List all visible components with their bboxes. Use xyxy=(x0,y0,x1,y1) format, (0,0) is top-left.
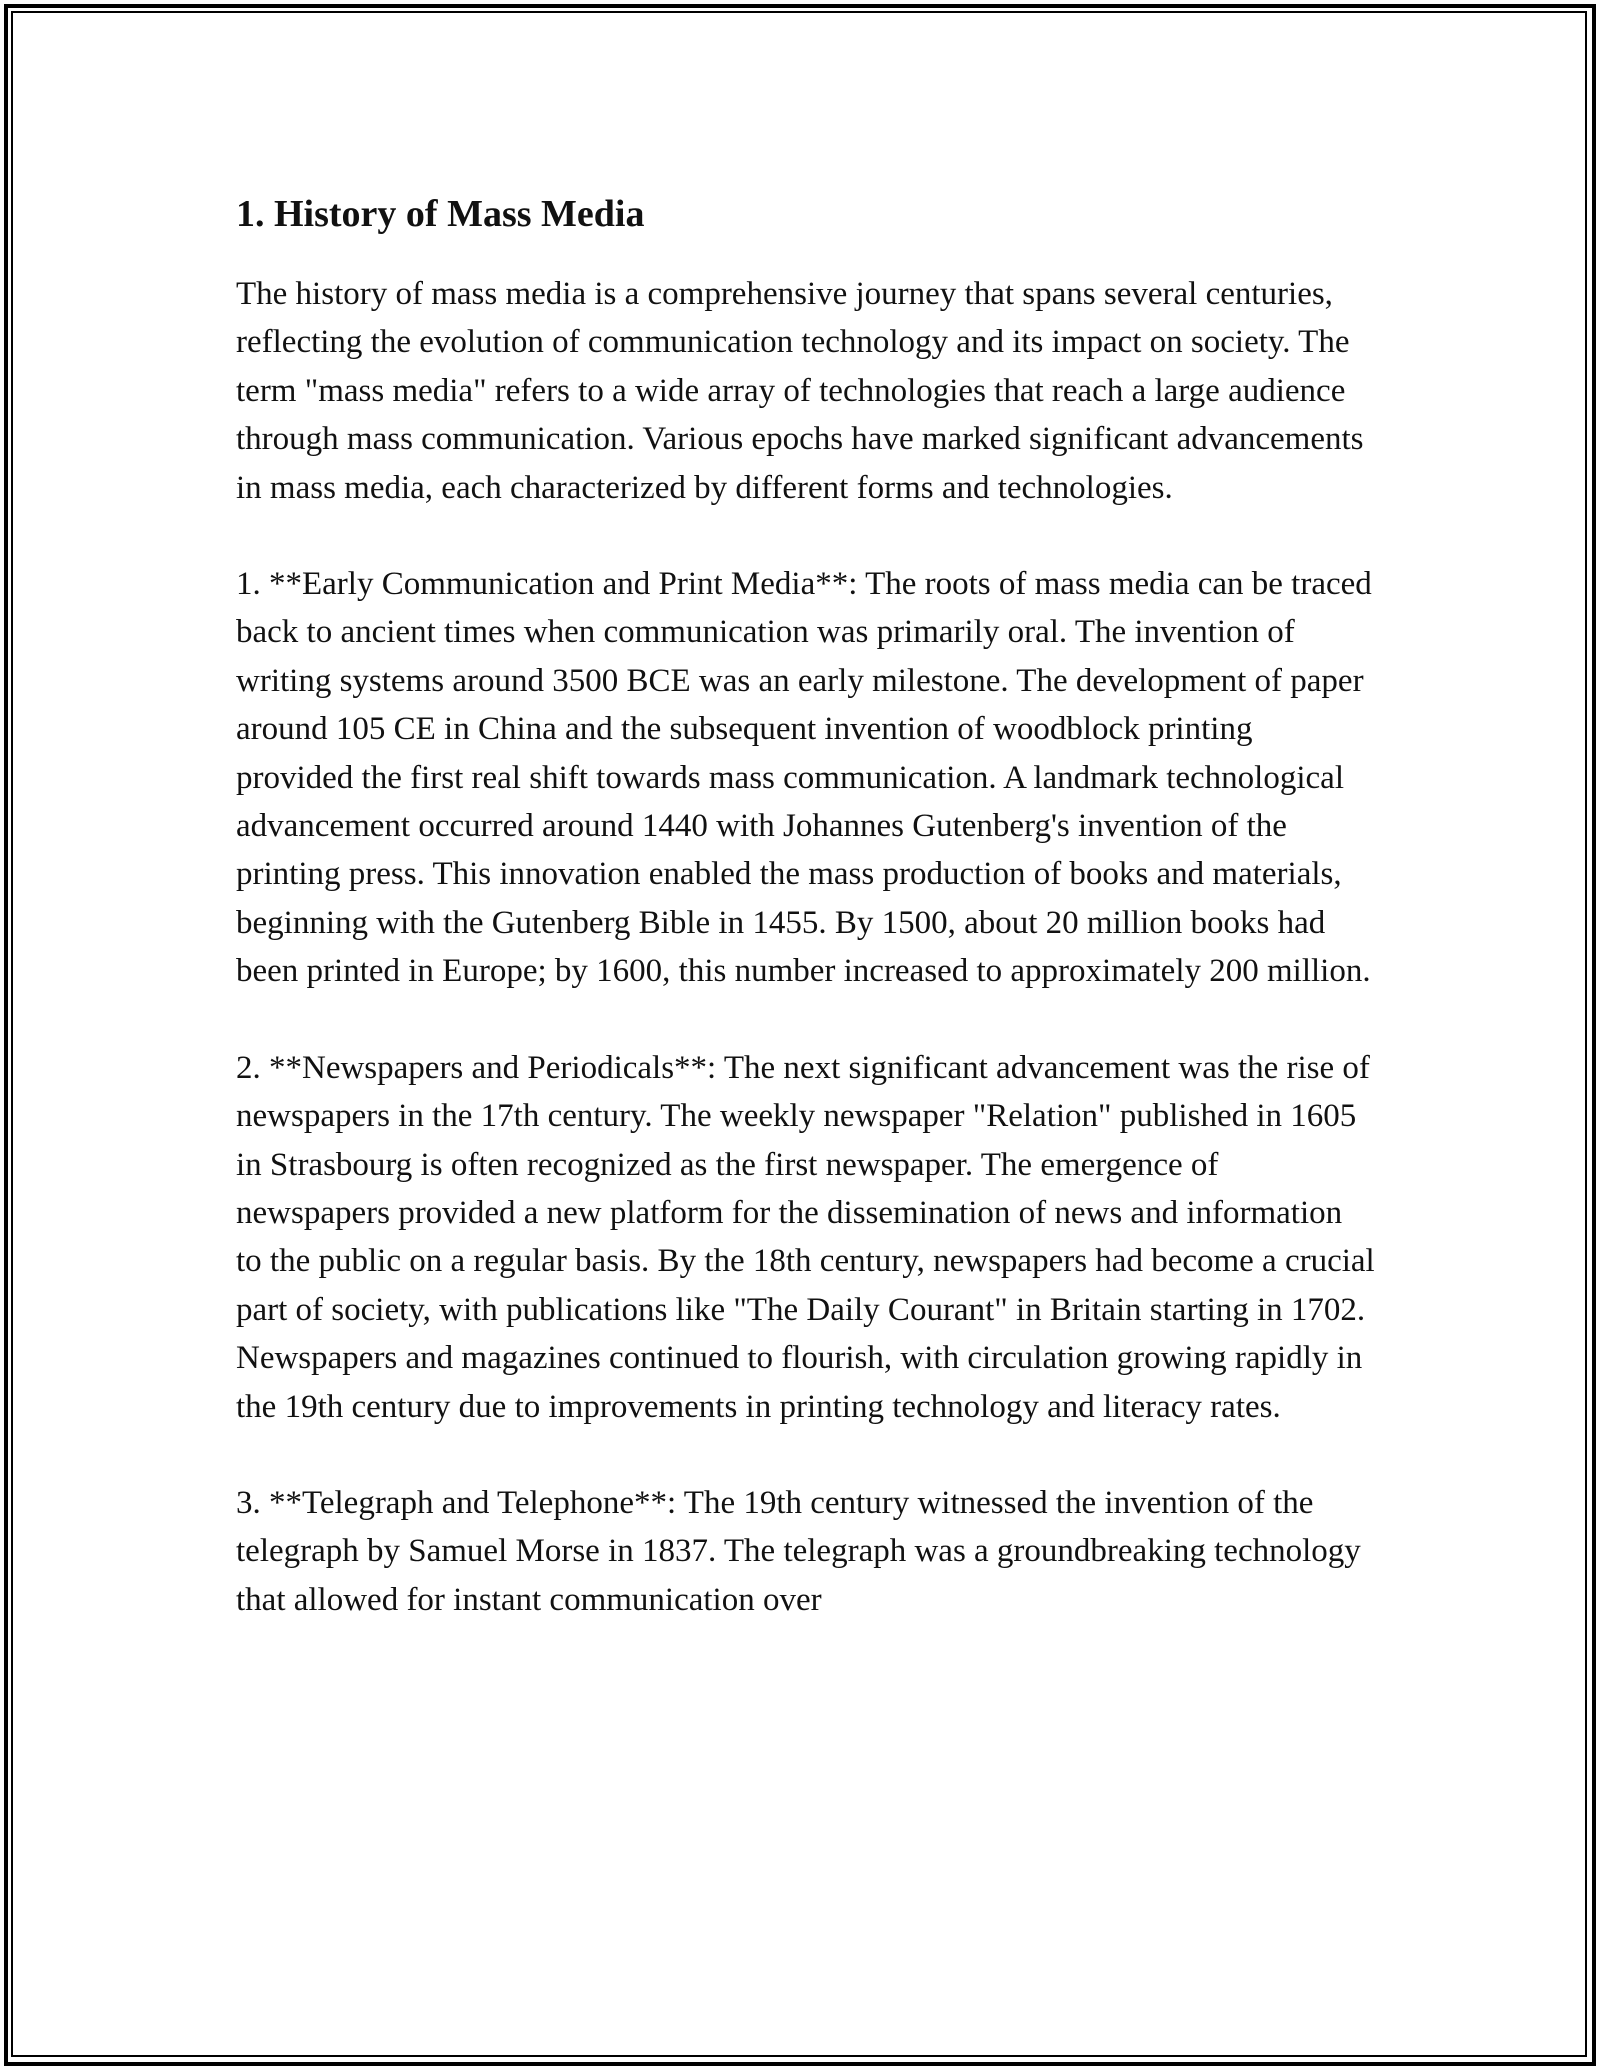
intro-paragraph: The history of mass media is a comprehensive journey that spans several centuries, reflecting the evolution of communication technology and its impact on society. The term "mass media" refers to a wide array of technologies that reach a large audience through mass communication. Various epochs have marked significant advancements in mass media, each characterized by different forms and technologies. xyxy=(236,276,1364,506)
section-heading: 1. History of Mass Media xyxy=(236,193,645,235)
document-body xyxy=(236,188,1376,1624)
telegraph-paragraph: 3. **Telegraph and Telephone**: The 19th century witnessed the invention of the telegraph by Samuel Morse in 1837. The telegraph was a groundbreaking technology that allowed for instant communication over xyxy=(236,1484,1361,1618)
newspapers-paragraph: 2. **Newspapers and Periodicals**: The next significant advancement was the rise of newspapers in the 17th century. The weekly newspaper "Relation" published in 1605 in Strasbourg is often recognized as the first newspaper. The emergence of newspapers provided a new platform for the dissemination of news and information to the public on a regular basis. By the 18th century, newspapers had become a crucial part of society, with publications like "The Daily Courant" in Britain starting in 1702. Newspapers and magazines continued to flourish, with circulation growing rapidly in the 19th century due to improvements in printing technology and literacy rates. xyxy=(236,1049,1375,1425)
print-media-paragraph: 1. **Early Communication and Print Media**: The roots of mass media can be traced back to ancient times when communication was primarily oral. The invention of writing systems around 3500 BCE was an early milestone. The development of paper around 105 CE in China and the subsequent invention of woodblock printing provided the first real shift towards mass communication. A landmark technological advancement occurred around 1440 with Johannes Gutenberg's invention of the printing press. This innovation enabled the mass production of books and materials, beginning with the Gutenberg Bible in 1455. By 1500, about 20 million books had been printed in Europe; by 1600, this number increased to approximately 200 million. xyxy=(236,566,1372,990)
